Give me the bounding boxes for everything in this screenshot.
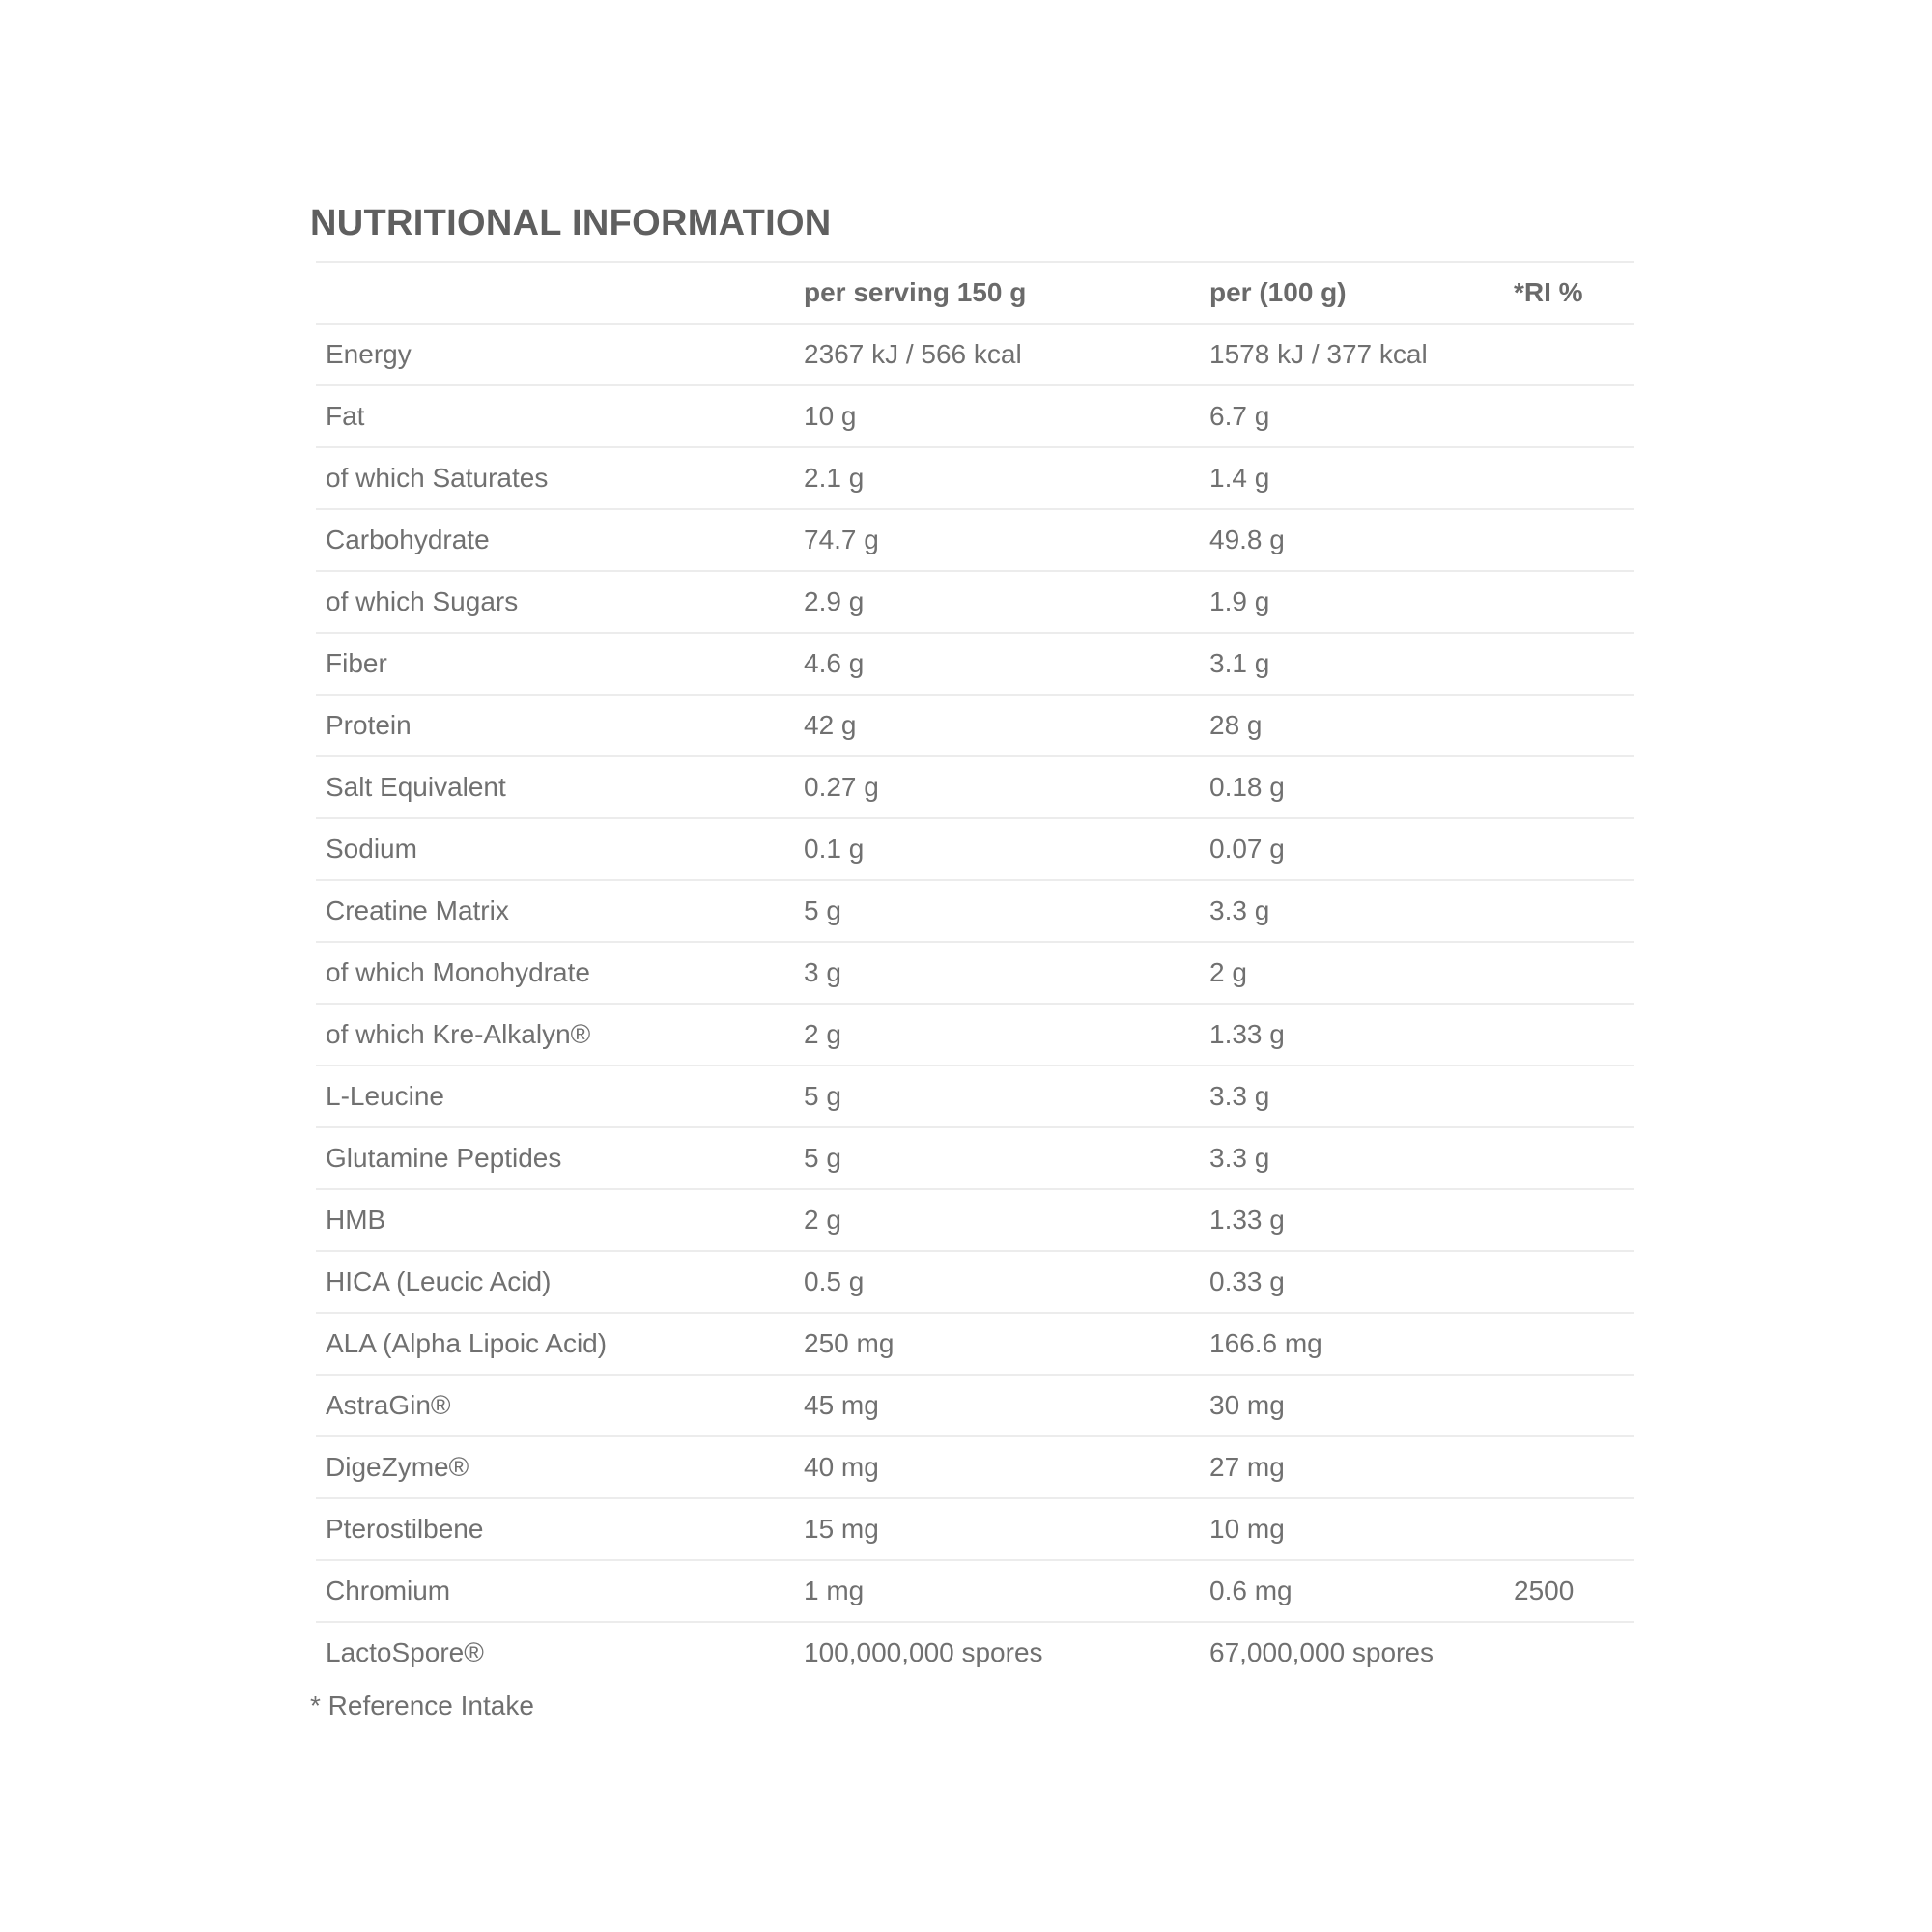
nutrient-name-cell: L-Leucine: [316, 1065, 794, 1127]
nutrient-name-cell: AstraGin®: [316, 1375, 794, 1436]
nutrient-name-cell: DigeZyme®: [316, 1436, 794, 1498]
table-row: [316, 1251, 1634, 1313]
column-header-ri: *RI %: [1504, 262, 1634, 324]
per-serving-cell: 5 g: [794, 1065, 1200, 1127]
per-100g-cell: 1.9 g: [1200, 571, 1504, 633]
table-row: [316, 818, 1634, 880]
table-row: [316, 1560, 1634, 1622]
ri-percent-cell: 2500: [1504, 1560, 1634, 1622]
per-100g-cell: 1578 kJ / 377 kcal: [1200, 324, 1504, 385]
ri-percent-cell: [1504, 1498, 1634, 1560]
per-serving-cell: 42 g: [794, 695, 1200, 756]
nutrient-name-cell: Fat: [316, 385, 794, 447]
per-serving-cell: 2 g: [794, 1189, 1200, 1251]
nutrition-panel: [310, 199, 1634, 1723]
table-row: [316, 756, 1634, 818]
column-header-name: [316, 262, 794, 324]
table-row: [316, 1622, 1634, 1683]
table-row: [316, 447, 1634, 509]
per-serving-cell: 250 mg: [794, 1313, 1200, 1375]
table-row: [316, 942, 1634, 1004]
page-title: NUTRITIONAL INFORMATION: [310, 203, 832, 243]
per-serving-cell: 2 g: [794, 1004, 1200, 1065]
per-100g-cell: 49.8 g: [1200, 509, 1504, 571]
per-serving-cell: 5 g: [794, 1127, 1200, 1189]
per-100g-cell: 10 mg: [1200, 1498, 1504, 1560]
per-serving-cell: 10 g: [794, 385, 1200, 447]
nutrient-name-cell: ALA (Alpha Lipoic Acid): [316, 1313, 794, 1375]
ri-percent-cell: [1504, 324, 1634, 385]
per-serving-cell: 0.1 g: [794, 818, 1200, 880]
nutrient-name-cell: HMB: [316, 1189, 794, 1251]
table-row: [316, 1127, 1634, 1189]
per-100g-cell: 67,000,000 spores: [1200, 1622, 1504, 1683]
per-100g-cell: 30 mg: [1200, 1375, 1504, 1436]
ri-percent-cell: [1504, 1313, 1634, 1375]
ri-percent-cell: [1504, 571, 1634, 633]
ri-percent-cell: [1504, 1127, 1634, 1189]
per-serving-cell: 74.7 g: [794, 509, 1200, 571]
footnote: * Reference Intake: [310, 1690, 534, 1720]
per-100g-cell: 166.6 mg: [1200, 1313, 1504, 1375]
per-serving-cell: 40 mg: [794, 1436, 1200, 1498]
table-row: [316, 1436, 1634, 1498]
table-row: [316, 385, 1634, 447]
per-100g-cell: 0.6 mg: [1200, 1560, 1504, 1622]
ri-percent-cell: [1504, 756, 1634, 818]
table-row: [316, 1375, 1634, 1436]
ri-percent-cell: [1504, 942, 1634, 1004]
per-100g-cell: 0.07 g: [1200, 818, 1504, 880]
table-row: [316, 1004, 1634, 1065]
per-100g-cell: 3.3 g: [1200, 1127, 1504, 1189]
nutrition-table: [316, 261, 1634, 1683]
table-row: [316, 633, 1634, 695]
table-row: [316, 1498, 1634, 1560]
per-100g-cell: 27 mg: [1200, 1436, 1504, 1498]
ri-percent-cell: [1504, 1622, 1634, 1683]
table-row: [316, 1065, 1634, 1127]
nutrient-name-cell: of which Saturates: [316, 447, 794, 509]
per-serving-cell: 1 mg: [794, 1560, 1200, 1622]
nutrient-name-cell: Fiber: [316, 633, 794, 695]
nutrient-name-cell: Chromium: [316, 1560, 794, 1622]
per-serving-cell: 100,000,000 spores: [794, 1622, 1200, 1683]
table-header-row: [316, 262, 1634, 324]
per-100g-cell: 3.3 g: [1200, 880, 1504, 942]
table-row: [316, 1313, 1634, 1375]
ri-percent-cell: [1504, 509, 1634, 571]
table-body: [316, 324, 1634, 1683]
per-100g-cell: 1.33 g: [1200, 1189, 1504, 1251]
ri-percent-cell: [1504, 633, 1634, 695]
nutrient-name-cell: Salt Equivalent: [316, 756, 794, 818]
table-row: [316, 571, 1634, 633]
nutrient-name-cell: Glutamine Peptides: [316, 1127, 794, 1189]
per-100g-cell: 6.7 g: [1200, 385, 1504, 447]
nutrient-name-cell: Carbohydrate: [316, 509, 794, 571]
ri-percent-cell: [1504, 880, 1634, 942]
table-row: [316, 880, 1634, 942]
per-100g-cell: 0.33 g: [1200, 1251, 1504, 1313]
per-100g-cell: 1.33 g: [1200, 1004, 1504, 1065]
nutrient-name-cell: Energy: [316, 324, 794, 385]
nutrient-name-cell: Pterostilbene: [316, 1498, 794, 1560]
per-serving-cell: 2367 kJ / 566 kcal: [794, 324, 1200, 385]
table-row: [316, 324, 1634, 385]
ri-percent-cell: [1504, 385, 1634, 447]
table-row: [316, 509, 1634, 571]
ri-percent-cell: [1504, 1004, 1634, 1065]
ri-percent-cell: [1504, 1065, 1634, 1127]
nutrient-name-cell: Protein: [316, 695, 794, 756]
nutrient-name-cell: Creatine Matrix: [316, 880, 794, 942]
nutrient-name-cell: HICA (Leucic Acid): [316, 1251, 794, 1313]
per-serving-cell: 0.27 g: [794, 756, 1200, 818]
per-serving-cell: 15 mg: [794, 1498, 1200, 1560]
per-serving-cell: 2.9 g: [794, 571, 1200, 633]
ri-percent-cell: [1504, 818, 1634, 880]
column-header-per-100g: per (100 g): [1200, 262, 1504, 324]
nutrient-name-cell: LactoSpore®: [316, 1622, 794, 1683]
per-100g-cell: 3.1 g: [1200, 633, 1504, 695]
per-100g-cell: 28 g: [1200, 695, 1504, 756]
column-header-per-serving: per serving 150 g: [794, 262, 1200, 324]
nutrient-name-cell: of which Monohydrate: [316, 942, 794, 1004]
per-serving-cell: 3 g: [794, 942, 1200, 1004]
table-row: [316, 695, 1634, 756]
ri-percent-cell: [1504, 1251, 1634, 1313]
per-serving-cell: 45 mg: [794, 1375, 1200, 1436]
per-serving-cell: 2.1 g: [794, 447, 1200, 509]
per-serving-cell: 0.5 g: [794, 1251, 1200, 1313]
nutrient-name-cell: Sodium: [316, 818, 794, 880]
per-100g-cell: 3.3 g: [1200, 1065, 1504, 1127]
per-100g-cell: 2 g: [1200, 942, 1504, 1004]
ri-percent-cell: [1504, 1436, 1634, 1498]
per-serving-cell: 4.6 g: [794, 633, 1200, 695]
ri-percent-cell: [1504, 447, 1634, 509]
nutrient-name-cell: of which Sugars: [316, 571, 794, 633]
per-serving-cell: 5 g: [794, 880, 1200, 942]
table-row: [316, 1189, 1634, 1251]
ri-percent-cell: [1504, 1375, 1634, 1436]
per-100g-cell: 1.4 g: [1200, 447, 1504, 509]
ri-percent-cell: [1504, 1189, 1634, 1251]
ri-percent-cell: [1504, 695, 1634, 756]
per-100g-cell: 0.18 g: [1200, 756, 1504, 818]
nutrient-name-cell: of which Kre-Alkalyn®: [316, 1004, 794, 1065]
